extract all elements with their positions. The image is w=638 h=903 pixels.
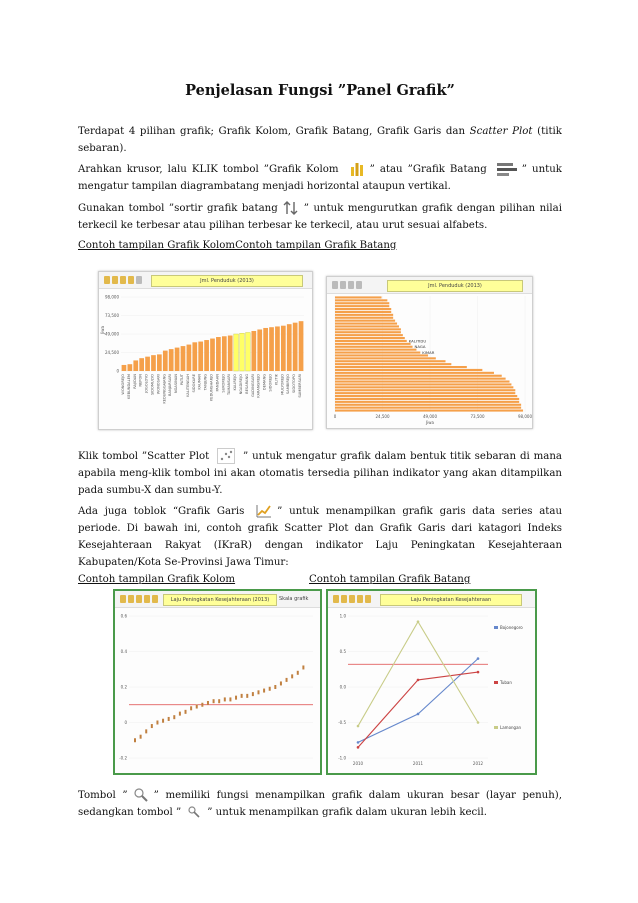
column-chart <box>99 289 312 429</box>
category-label: BANJARSARI <box>168 374 173 396</box>
y-tick-label: 0.6 <box>120 613 127 619</box>
category-label: SAMBIREJO <box>286 374 291 395</box>
category-label: NGASINAN <box>174 374 179 394</box>
paragraph-sort: Gunakan tombol ”sortir grafik batang ” untuk mengurutkan grafik dengan pilihan nilai terkecil ke terbesar atau pilihan terbesar ke terkecil, atau urut sesuai alfabets. <box>78 200 562 234</box>
series-point <box>477 671 480 674</box>
horizontal-bar <box>335 381 509 383</box>
toolbar-icon <box>136 595 142 603</box>
category-label: WONOREJO <box>120 374 125 395</box>
x-tick-label: 2012 <box>472 761 484 766</box>
horizontal-bar <box>335 389 515 391</box>
toolbar-icon <box>120 276 126 284</box>
column-bar <box>169 349 174 371</box>
x-axis-label: Jiwa <box>425 420 435 425</box>
y-tick-label: 1.0 <box>339 613 346 619</box>
x-tick-label: 24,500 <box>375 414 390 419</box>
y-tick-label: 0.5 <box>339 649 346 654</box>
line-chart-icon <box>255 503 273 519</box>
horizontal-bar <box>335 386 513 388</box>
x-tick-label: 73,500 <box>470 414 485 419</box>
chart-toolbar <box>328 591 535 608</box>
category-label: GADINGSARI <box>250 374 255 397</box>
y-tick-label: 0.4 <box>120 649 127 654</box>
y-tick-label: 0.0 <box>339 684 346 690</box>
column-bar <box>198 342 203 371</box>
x-tick-label: 49,000 <box>423 414 437 419</box>
column-bar <box>299 321 304 371</box>
legend-label: Lamongan <box>500 725 522 730</box>
category-label: KAUMAN <box>197 374 202 390</box>
indicator-select[interactable]: Jml. Penduduk (2013) <box>387 280 523 292</box>
scatter-point <box>151 724 153 728</box>
scatter-point <box>269 687 271 691</box>
column-bar <box>281 326 286 371</box>
scatter-point <box>297 671 299 675</box>
bar-annotation: NAGA <box>414 344 426 350</box>
horizontal-bar <box>335 401 519 403</box>
category-label: NEPON <box>138 374 143 387</box>
scatter-point <box>252 692 254 696</box>
category-label: SIDOKARE <box>191 374 196 393</box>
column-bar <box>163 351 168 371</box>
scatter-point <box>162 719 164 723</box>
toolbar-icon <box>357 595 363 603</box>
column-bar <box>204 340 209 371</box>
column-bar <box>263 328 268 371</box>
caption-scatter: Contoh tampilan Grafik Kolom <box>78 574 236 585</box>
horizontal-bar <box>335 343 411 345</box>
category-label: KEDUNGHARJO <box>209 374 214 402</box>
toolbar-icon <box>112 276 118 284</box>
paragraph-intro: Terdapat 4 pilihan grafik; Grafik Kolom, Grafik Batang, Grafik Garis dan Scatter Plot (titik sebaran). <box>78 126 562 154</box>
series-point <box>477 657 480 660</box>
horizontal-bar <box>335 363 451 365</box>
toolbar-icon <box>104 276 110 284</box>
scatter-point <box>168 717 170 721</box>
scatter-point <box>302 665 304 669</box>
horizontal-bar <box>335 302 389 304</box>
scatter-point <box>196 705 198 709</box>
toolbar-icon <box>341 595 347 603</box>
scatter-point <box>134 738 136 742</box>
horizontal-bar <box>335 331 401 333</box>
scatter-plot-icon <box>217 448 235 464</box>
toolbar-icon <box>348 281 354 289</box>
scatter-point <box>274 685 276 689</box>
y-tick-label: 73,500 <box>105 313 119 318</box>
column-bar <box>222 336 227 371</box>
category-label: KALIREJO <box>233 374 238 391</box>
series-line <box>358 672 478 747</box>
category-label: RAJIDAN <box>132 374 137 389</box>
category-label: TAMANSARI <box>227 374 232 395</box>
category-label: DEMANG <box>262 374 267 391</box>
series-point <box>357 725 360 728</box>
horizontal-bar <box>335 395 517 397</box>
category-label: NGADIREJO <box>239 374 244 395</box>
scatter-point <box>224 697 226 701</box>
y-axis-label: Jiwa <box>100 325 105 334</box>
horizontal-bar <box>335 360 446 362</box>
category-label: KEDUNGGAJANG <box>162 374 167 404</box>
category-label: PANDAAN <box>215 374 220 392</box>
scatter-point <box>235 696 237 700</box>
scatter-point <box>140 735 142 739</box>
paragraph-column-bar: Arahkan krusor, lalu KLIK tombol ”Grafik Kolom ” atau ”Grafik Batang ” untuk mengatur tampilan diagrambatang menjadi horizontal ataupun vertikal. <box>78 161 562 195</box>
column-bar <box>228 336 233 371</box>
column-bar <box>234 334 239 371</box>
legend-swatch <box>494 681 498 684</box>
horizontal-bar <box>335 378 506 380</box>
horizontal-bar <box>335 299 387 301</box>
toolbar-icon <box>136 276 142 284</box>
horizontal-bar <box>335 407 521 409</box>
scatter-point <box>280 681 282 685</box>
horizontal-bar <box>335 354 428 356</box>
column-bar <box>269 327 274 371</box>
category-label: SUMBERSARI <box>298 374 303 398</box>
horizontal-bar <box>335 325 399 327</box>
x-tick-label: 2011 <box>412 761 424 766</box>
caption-column-bar: Contoh tampilan Grafik KolomContoh tampilan Grafik Batang <box>78 240 397 251</box>
column-bar <box>210 339 215 371</box>
category-label: MULYOREJO <box>280 374 285 395</box>
y-tick-label: 0 <box>116 368 119 374</box>
toolbar-icon <box>152 595 158 603</box>
column-bar <box>128 364 133 371</box>
column-chart-screenshot <box>98 271 313 430</box>
indicator-select[interactable]: Laju Peningkatan Kesejahteraan <box>380 594 522 606</box>
column-bar <box>122 365 127 371</box>
y-tick-label: 98,000 <box>105 294 119 300</box>
page-title: Penjelasan Fungsi ”Panel Grafik” <box>185 82 455 99</box>
horizontal-bar <box>335 334 403 336</box>
scatter-plot-screenshot <box>113 589 322 775</box>
column-bar <box>157 354 162 371</box>
toolbar-icon <box>128 595 134 603</box>
category-label: KARANGREJO <box>256 374 261 398</box>
x-tick-label: 2010 <box>352 761 364 766</box>
horizontal-bar <box>335 349 416 351</box>
toolbar-icon <box>128 276 134 284</box>
toolbar-icon <box>356 281 362 289</box>
column-bar <box>175 348 180 371</box>
series-point <box>477 721 480 724</box>
horizontal-bar <box>335 328 401 330</box>
horizontal-bar <box>335 320 395 322</box>
series-point <box>357 746 360 749</box>
paragraph-scatter: Klik tombol ”Scatter Plot ” untuk mengatur grafik dalam bentuk titik sebaran di mana apabila meng-klik tombol ini akan otomatis tersedia pilihan indikator yang akan ditampilkan pada sumbu-X dan sumbu-Y. <box>78 448 562 499</box>
scatter-point <box>241 694 243 698</box>
chart-toolbar <box>115 591 320 608</box>
toolbar-icon <box>144 595 150 603</box>
series-line <box>358 622 478 726</box>
y-tick-label: 0.2 <box>120 684 127 690</box>
column-chart-icon <box>348 161 366 177</box>
horizontal-bar <box>335 305 389 307</box>
bar-chart-icon <box>496 161 518 177</box>
category-label: BESARANG <box>244 374 249 394</box>
y-tick-label: 24,500 <box>105 350 119 355</box>
chart-toolbar <box>327 277 532 294</box>
bar-annotation: KIMAR <box>422 350 435 355</box>
sort-icon <box>282 200 300 216</box>
horizontal-bar <box>335 323 397 325</box>
horizontal-bar <box>335 357 436 359</box>
horizontal-bar <box>335 296 382 298</box>
legend-swatch <box>494 626 498 629</box>
column-bar <box>151 355 156 371</box>
column-bar <box>139 358 144 371</box>
horizontal-bar <box>335 372 494 374</box>
chart-toolbar <box>99 272 312 289</box>
x-tick-label: 98,000 <box>518 414 532 419</box>
category-label: WONOSARI <box>156 374 161 395</box>
horizontal-bar <box>335 383 511 385</box>
category-label: TANJUNG <box>203 374 208 391</box>
scatter-point <box>229 697 231 701</box>
line-chart <box>328 608 535 773</box>
scatter-point <box>218 699 220 703</box>
horizontal-bar <box>335 346 413 348</box>
toolbar-icon <box>340 281 346 289</box>
y-tick-label: -0.5 <box>338 720 346 725</box>
x-tick-label: 0 <box>333 414 337 419</box>
scale-label: Skala grafik <box>279 596 309 602</box>
toolbar-icon <box>333 595 339 603</box>
scatter-point <box>185 710 187 714</box>
scatter-point <box>145 729 147 733</box>
caption-line: Contoh tampilan Grafik Batang <box>309 574 471 585</box>
category-label: KEBUNDALEM <box>126 374 131 399</box>
series-point <box>417 713 420 716</box>
category-label: PATUT <box>179 374 184 386</box>
scatter-point <box>213 699 215 703</box>
scatter-point <box>207 701 209 705</box>
horizontal-bar <box>335 366 467 368</box>
toolbar-icon <box>365 595 371 603</box>
series-point <box>357 741 360 744</box>
column-bar <box>246 332 251 371</box>
legend-label: Tuban <box>500 680 512 685</box>
horizontal-bar <box>335 311 391 313</box>
scatter-point <box>286 678 288 682</box>
bar-chart <box>327 294 532 428</box>
scatter-point <box>173 715 175 719</box>
legend-label: Bojonegoro <box>500 625 523 630</box>
y-tick-label: 0 <box>124 720 127 725</box>
horizontal-bar <box>335 398 519 400</box>
column-bar <box>251 331 256 371</box>
bar-chart-screenshot <box>326 276 533 429</box>
scatter-point <box>156 721 158 725</box>
horizontal-bar <box>335 340 407 342</box>
category-label: SIDOREJO <box>268 374 273 392</box>
scatter-point <box>190 706 192 710</box>
horizontal-bar <box>335 337 405 339</box>
horizontal-bar <box>335 317 393 319</box>
zoom-out-icon <box>185 804 203 820</box>
category-label: KLITIK <box>274 374 279 386</box>
series-line <box>358 659 478 743</box>
toolbar-icon <box>349 595 355 603</box>
horizontal-bar <box>335 314 393 316</box>
category-label: JOGOLOYO <box>144 374 149 393</box>
horizontal-bar <box>335 352 420 354</box>
legend-swatch <box>494 726 498 729</box>
horizontal-bar <box>335 392 515 394</box>
category-label: SIDOTOPO <box>292 374 297 393</box>
paragraph-line: Ada juga toblok “Grafik Garis ” untuk menampilkan grafik garis data series atau periode. Di bawah ini, contoh grafik Scatter Plot dan Grafik Garis dari katagori Indeks Kesejahteraan Rakyat (IKraR) dengan indikator Laju Peningkatan Kesejahteraan Kabupaten/Kota Se-Provinsi Jawa Timur: <box>78 503 562 571</box>
y-tick-label: -0.2 <box>119 755 127 761</box>
horizontal-bar <box>335 404 521 406</box>
series-point <box>417 679 420 682</box>
scatter-point <box>246 694 248 698</box>
category-label: KALITENGAH <box>185 374 190 397</box>
bar-annotation: KALITIDU <box>408 338 427 344</box>
column-bar <box>145 357 150 371</box>
toolbar-icon <box>332 281 338 289</box>
column-bar <box>293 323 298 371</box>
scatter-point <box>201 703 203 707</box>
y-tick-label: -1.0 <box>338 755 346 761</box>
column-bar <box>287 324 292 371</box>
paragraph-zoom: Tombol ” ” memiliki fungsi menampilkan grafik dalam ukuran besar (layar penuh), sedangkan tombol ” ” untuk menampilkan grafik dalam ukuran lebih kecil. <box>78 787 562 821</box>
indicator-select[interactable]: Jml. Penduduk (2013) <box>151 275 303 287</box>
scatter-point <box>257 690 259 694</box>
column-bar <box>257 329 262 371</box>
toolbar-icon <box>120 595 126 603</box>
category-label: SIDOMULYO <box>150 374 155 396</box>
scatter-point <box>179 712 181 716</box>
y-tick-label: 49,000 <box>105 331 119 337</box>
column-bar <box>240 333 245 371</box>
indicator-select[interactable]: Laju Peningkatan Kesejahteraan (2013) <box>163 594 277 606</box>
zoom-in-icon <box>132 787 150 803</box>
scatter-point <box>291 674 293 678</box>
column-bar <box>192 342 197 371</box>
column-bar <box>275 326 280 371</box>
horizontal-bar <box>335 308 391 310</box>
column-bar <box>187 345 192 371</box>
category-label: SUKOREJO <box>221 374 226 393</box>
horizontal-bar <box>335 410 523 412</box>
scatter-point <box>263 689 265 693</box>
horizontal-bar <box>335 375 502 377</box>
column-bar <box>181 346 186 371</box>
scatter-chart <box>115 608 320 773</box>
line-chart-screenshot <box>326 589 537 775</box>
horizontal-bar <box>335 369 482 371</box>
column-bar <box>216 337 221 371</box>
column-bar <box>133 360 138 371</box>
series-point <box>417 620 420 623</box>
